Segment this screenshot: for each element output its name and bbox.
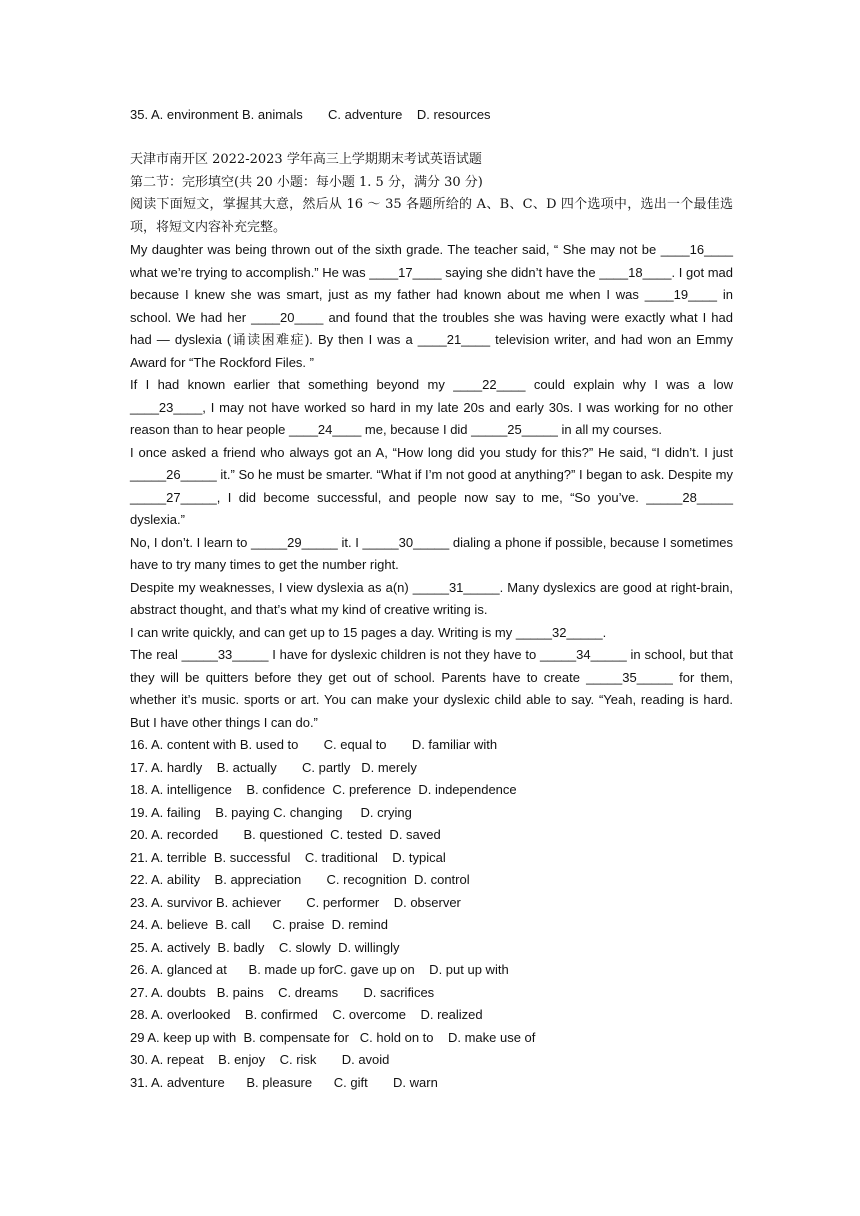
instructions: 阅读下面短文，掌握其大意，然后从 16 ～ 35 各题所给的 A、B、C、D 四个选项中，选出一个最佳选项，将短文内容补充完整。 <box>130 197 733 235</box>
option-line-25: 25. A. actively B. badly C. slowly D. willingly <box>130 939 400 955</box>
passage-paragraph-5: Despite my weaknesses, I view dyslexia as a(n) _____31_____. Many dyslexics are good at right-brain, abstract thought, and that’s what my kind of creative writing is. <box>130 579 733 617</box>
passage-paragraph-3: I once asked a friend who always got an A, “How long did you study for this?” He said, “I didn’t. I just _____26_____ it.” So he must be smarter. “What if I’m not good at anything?” I began to ask. Despite my _____27_____, I did become successful, and people now say to me, “So you’ve. _____28_____ dyslexia.” <box>130 444 733 527</box>
option-line-16: 16. A. content with B. used to C. equal to D. familiar with <box>130 737 498 752</box>
option-line-20: 20. A. recorded B. questioned C. tested D. saved <box>130 827 441 842</box>
document-content <box>130 104 733 1094</box>
option-line-17: 17. A. hardly B. actually C. partly D. merely <box>130 759 417 775</box>
passage-paragraph-4: No, I don’t. I learn to _____29_____ it. I _____30_____ dialing a phone if possible, because I sometimes have to try many times to get the number right. <box>130 534 733 572</box>
option-line-21: 21. A. terrible B. successful C. traditional D. typical <box>130 849 446 865</box>
option-line-18: 18. A. intelligence B. confidence C. preference D. independence <box>130 782 517 797</box>
option-line-24: 24. A. believe B. call C. praise D. remind <box>130 917 388 932</box>
exam-title: 天津市南开区 2022-2023 学年高三上学期期末考试英语试题 <box>130 152 482 167</box>
passage-paragraph-1: My daughter was being thrown out of the sixth grade. The teacher said, “ She may not be ____16____ what we’re trying to accomplish.” He was ____17____ saying she didn’t have the ____18____. I got mad because I knew she was smart, just as my father had known about me when I was ____19____ in school. We had her ____20____ and found that the troubles she was having were exactly what I had had — dyslexia (诵读困难症). By then I was a ____21____ television writer, and had won an Emmy Award for “The Rockford Files. ” <box>130 242 733 370</box>
prev-question-35: 35. A. environment B. animals C. adventure D. resources <box>130 107 491 122</box>
option-line-27: 27. A. doubts B. pains C. dreams D. sacrifices <box>130 984 435 1000</box>
option-line-29: 29 A. keep up with B. compensate for C. hold on to D. make use of <box>130 1029 536 1045</box>
passage-paragraph-6: I can write quickly, and can get up to 15 pages a day. Writing is my _____32_____. <box>130 624 607 640</box>
option-line-23: 23. A. survivor B. achiever C. performer D. observer <box>130 894 461 910</box>
option-line-31: 31. A. adventure B. pleasure C. gift D. warn <box>130 1074 438 1090</box>
passage-paragraph-2: If I had known earlier that something beyond my ____22____ could explain why I was a low ____23____, I may not have worked so hard in my late 20s and early 30s. I was working for no other reason than to hear people ____24____ me, because I did _____25_____ in all my courses. <box>130 377 733 437</box>
option-line-30: 30. A. repeat B. enjoy C. risk D. avoid <box>130 1052 390 1067</box>
blank-spacer <box>130 127 733 150</box>
option-line-22: 22. A. ability B. appreciation C. recognition D. control <box>130 872 470 887</box>
option-line-28: 28. A. overlooked B. confirmed C. overcome D. realized <box>130 1007 483 1022</box>
option-line-19: 19. A. failing B. paying C. changing D. crying <box>130 804 412 820</box>
option-line-26: 26. A. glanced at B. made up forC. gave up on D. put up with <box>130 962 509 977</box>
passage-paragraph-7: The real _____33_____ I have for dyslexic children is not they have to _____34_____ in school, but that they will be quitters before they get out of school. Parents have to create _____35_____ for them, whether it’s music. sports or art. You can make your dyslexic child able to say. “Yeah, reading is hard. But I have other things I can do.” <box>130 647 733 730</box>
section-title: 第二节：完形填空(共 20 小题：每小题 1. 5 分，满分 30 分) <box>130 174 483 190</box>
